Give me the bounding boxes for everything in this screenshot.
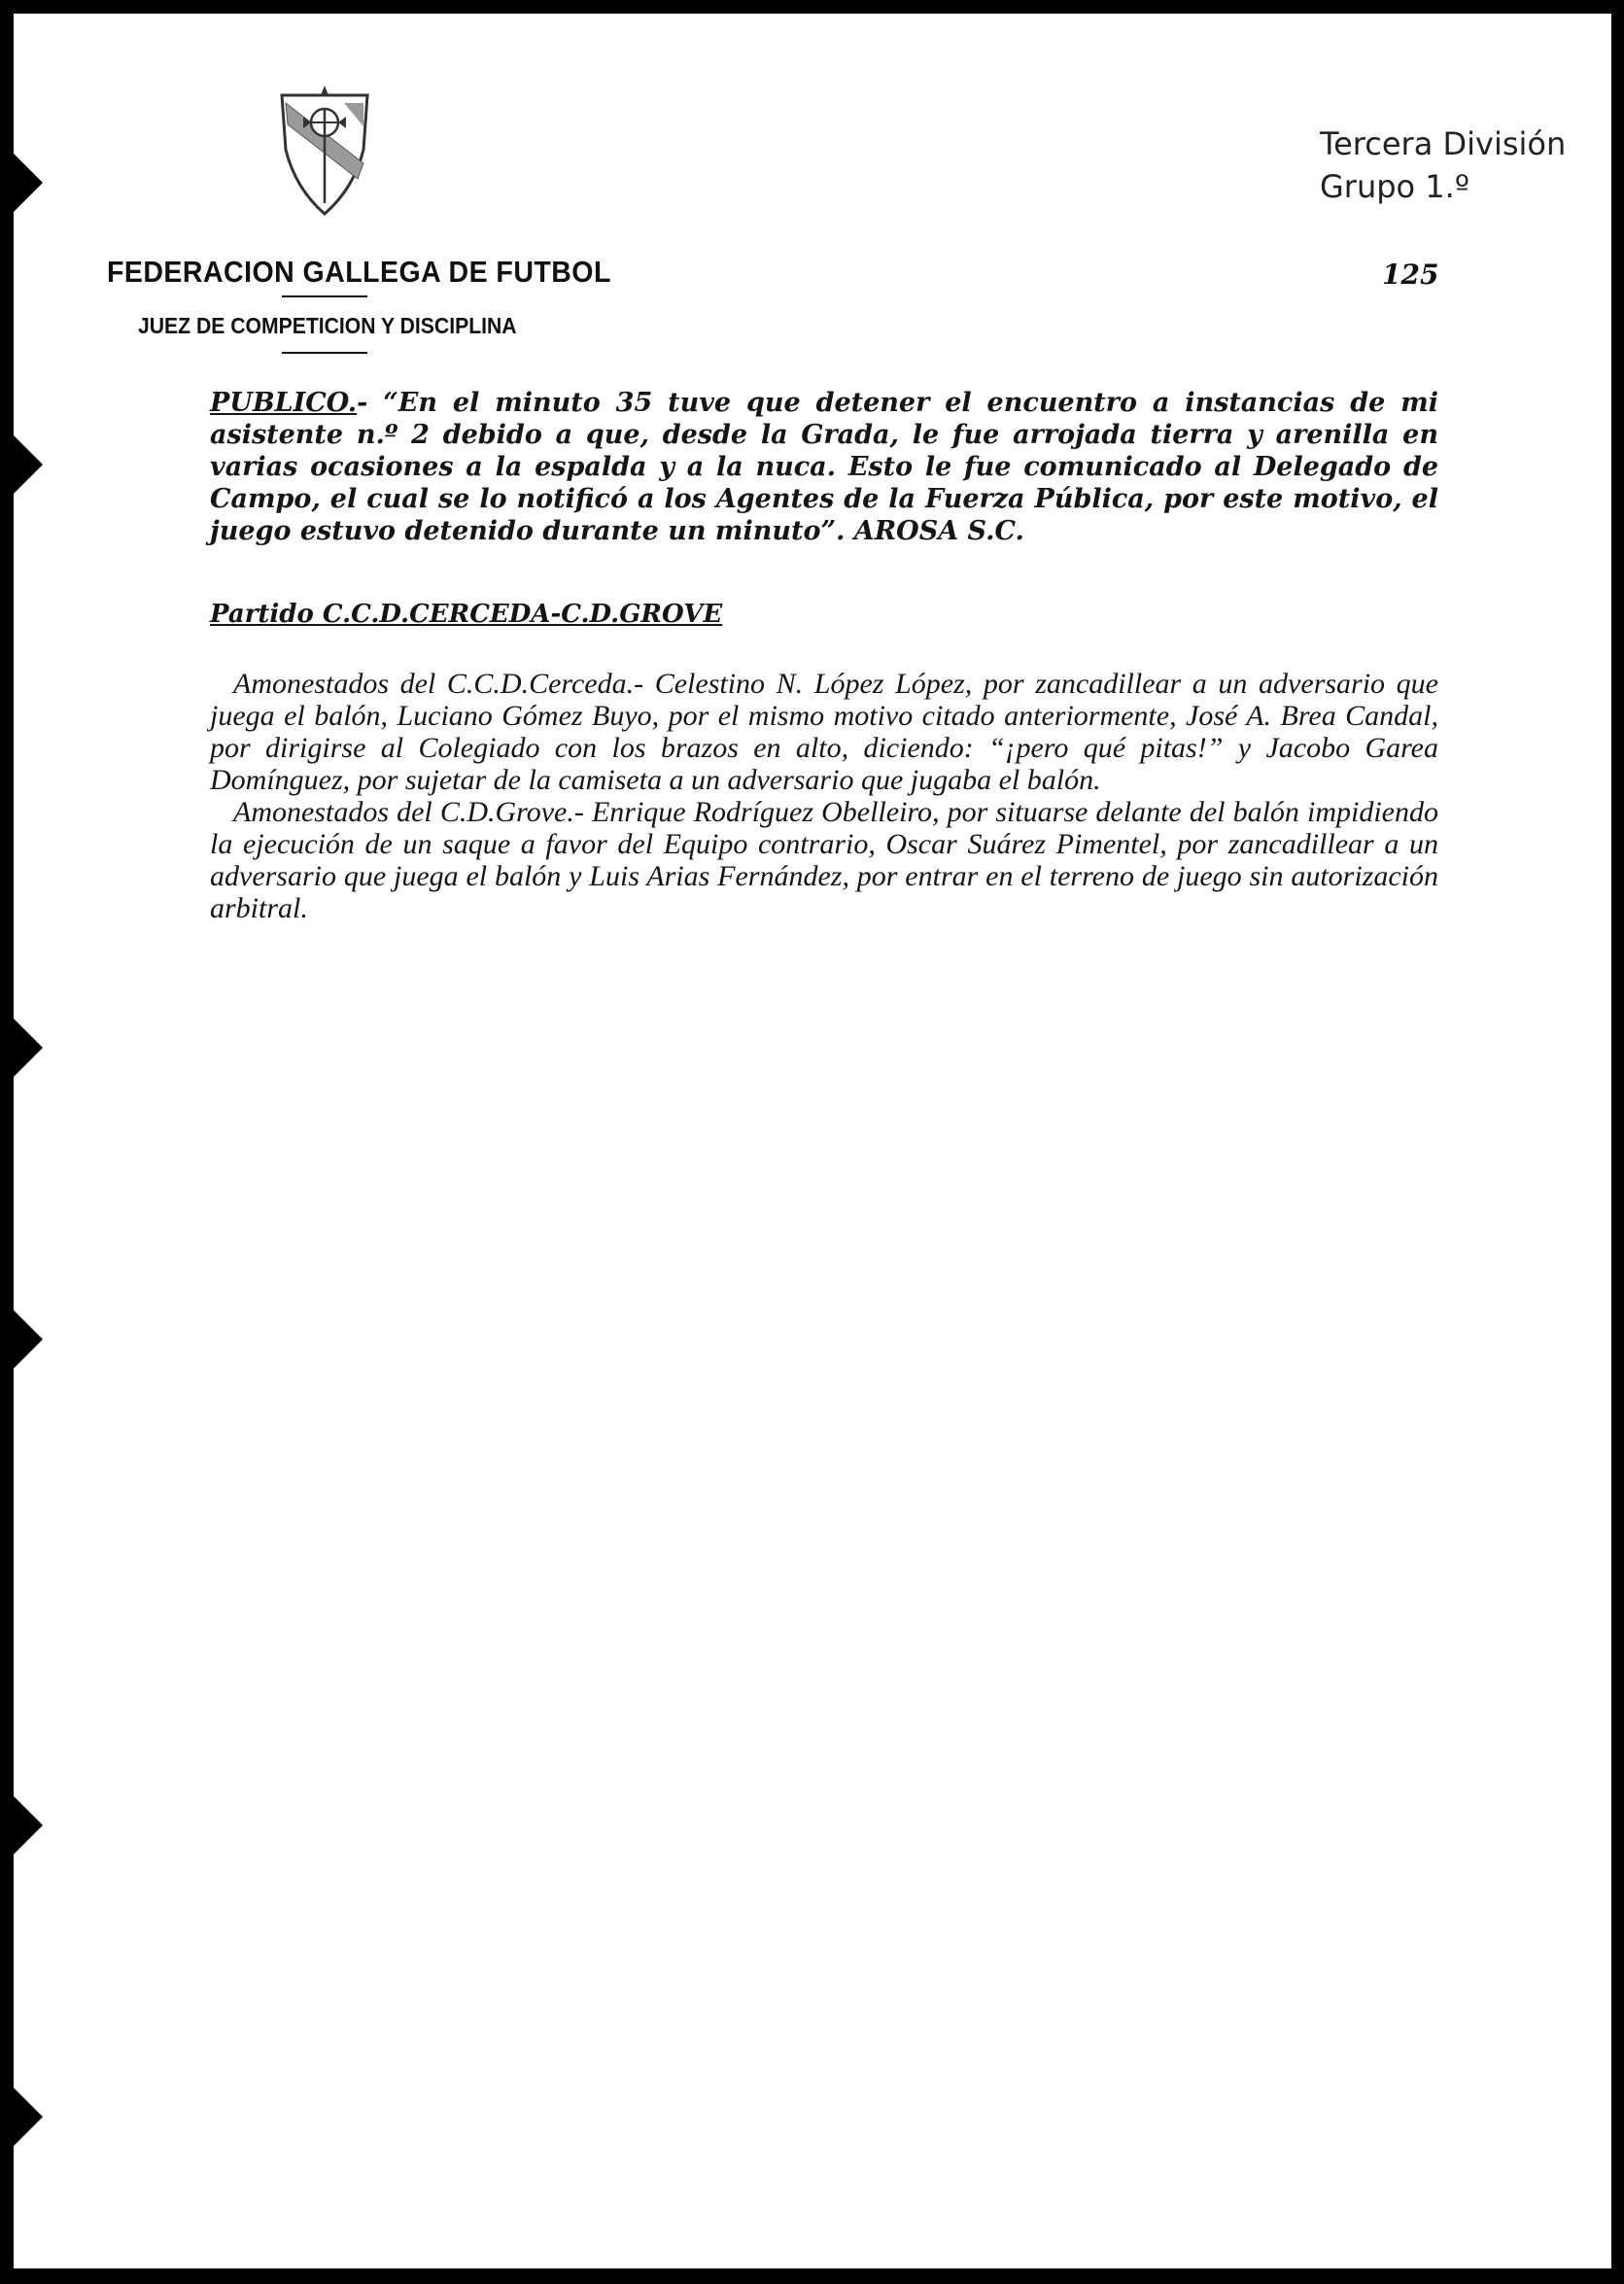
punch-mark <box>14 432 43 498</box>
grove-cautions-paragraph: Amonestados del C.D.Grove.- Enrique Rodríguez Obelleiro, por situarse delante del balón impidiendo la ejecución de un saque a favor del Equipo contrario, Oscar Suárez Pimentel, por zancadillear a un adversario que juega el balón y Luis Arias Fernández, por entrar en el terreno de juego sin autorización arbitral. <box>210 796 1438 924</box>
punch-mark <box>14 1792 43 1858</box>
group-line: Grupo 1.º <box>1320 168 1469 205</box>
document-page <box>14 14 1611 2268</box>
federation-crest-icon <box>276 82 373 218</box>
federation-name: FEDERACION GALLEGA DE FUTBOL <box>107 255 611 289</box>
cerceda-cautions-paragraph: Amonestados del C.C.D.Cerceda.- Celestino N. López López, por zancadillear a un adversario que juega el balón, Luciano Gómez Buyo, por el mismo motivo citado anteriormente, José A. Brea Candal, por dirigirse al Colegiado con los brazos en alto, diciendo: “¡pero qué pitas!” y Jacobo Garea Domínguez, por sujetar de la camiseta a un adversario que jugaba el balón. <box>210 668 1438 796</box>
punch-mark <box>14 2084 43 2150</box>
publico-text: - “En el minuto 35 tuve que detener el encuentro a instancias de mi asistente n.º 2 debido a que, desde la Grada, le fue arrojada tierra y arenilla en varias ocasiones a la espalda y a la nuca. Esto le fue comunicado al Delegado de Campo, el cual se lo notificó a los Agentes de la Fuerza Pública, por este motivo, el juego estuvo detenido durante un minuto”. AROSA S.C. <box>210 388 1438 546</box>
division-line: Tercera División <box>1320 125 1567 162</box>
punch-mark <box>14 1306 43 1372</box>
division-label <box>1320 122 1566 208</box>
publico-paragraph <box>210 387 1438 547</box>
punch-mark <box>14 1015 43 1081</box>
page-number: 125 <box>1382 259 1439 291</box>
match-title: Partido C.C.D.CERCEDA-C.D.GROVE <box>210 600 723 629</box>
divider <box>282 295 367 297</box>
publico-lead: PUBLICO. <box>210 388 358 418</box>
committee-name: JUEZ DE COMPETICION Y DISCIPLINA <box>138 313 517 338</box>
punch-mark <box>14 150 43 216</box>
divider <box>282 352 367 354</box>
document-body <box>210 387 1438 924</box>
